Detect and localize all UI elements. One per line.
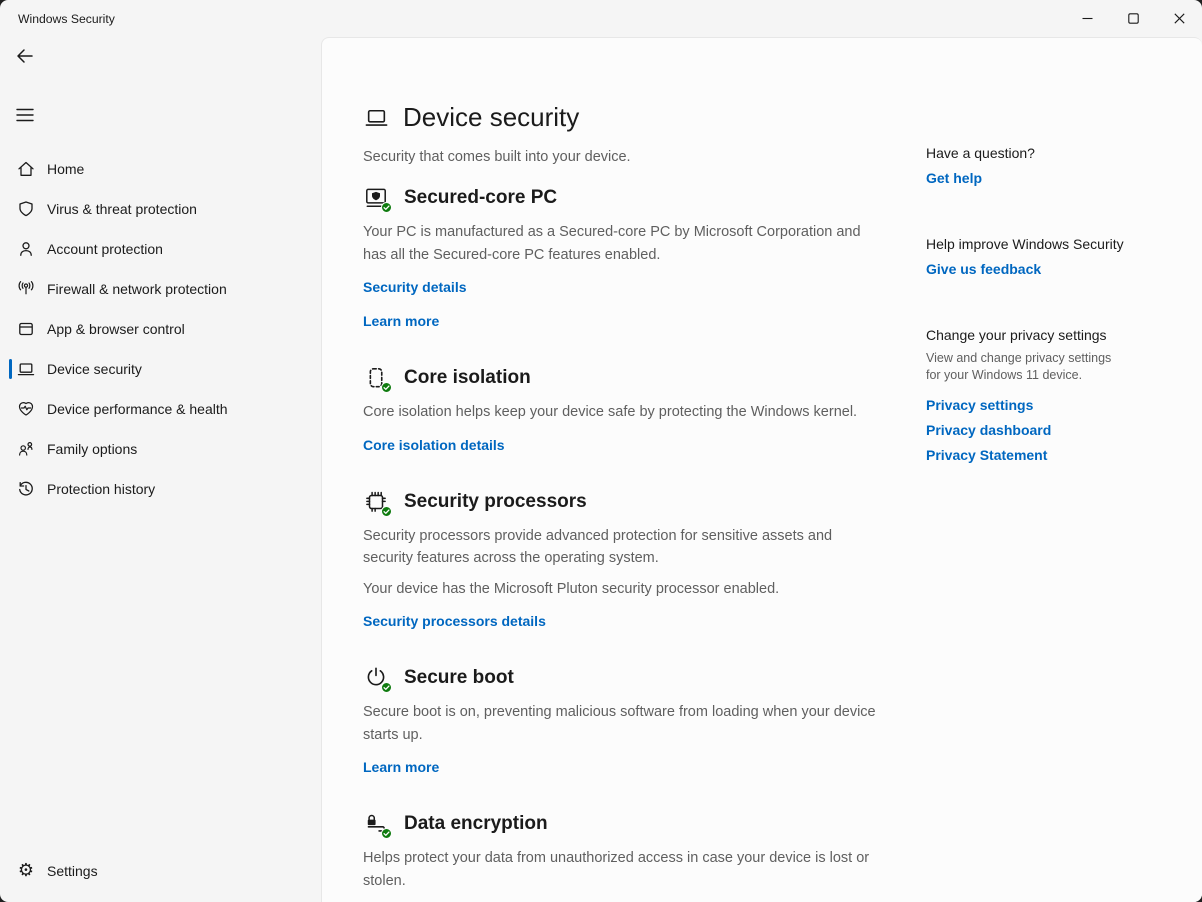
sidebar-item-app-browser-control[interactable] (0, 309, 321, 349)
section-status-text: Your device has the Microsoft Pluton security processor enabled. (363, 580, 780, 597)
green-check-badge (381, 828, 392, 839)
secured-core-pc-icon (363, 185, 389, 211)
home-icon (16, 159, 36, 179)
section-title: Core isolation (404, 367, 531, 388)
network-antenna-icon (16, 279, 36, 299)
right-rail (926, 38, 1176, 465)
sidebar-item-label: Device performance & health (47, 401, 228, 417)
family-icon (16, 439, 36, 459)
page-subtitle: Security that comes built into your device. (363, 149, 631, 165)
sidebar-item-firewall-network-protection[interactable] (0, 269, 321, 309)
history-clock-icon (16, 479, 36, 499)
privacy-settings-description: View and change privacy settings for your Windows 11 device. (926, 351, 1112, 382)
minimize-button[interactable] (1064, 0, 1110, 37)
sidebar-item-virus-threat-protection[interactable] (0, 189, 321, 229)
give-us-feedback-link[interactable]: Give us feedback (926, 261, 1042, 277)
section-header (363, 365, 885, 391)
green-check-badge (381, 506, 392, 517)
main-column (363, 38, 885, 892)
privacy-settings-heading: Change your privacy settings (926, 327, 1107, 343)
get-help-link[interactable]: Get help (926, 170, 983, 186)
sidebar-item-settings[interactable] (0, 851, 321, 891)
core-isolation-details-link[interactable]: Core isolation details (363, 436, 505, 453)
security-processor-chip-icon (363, 489, 389, 515)
section-title: Security processors (404, 490, 587, 512)
help-improve-heading: Help improve Windows Security (926, 236, 1124, 252)
hamburger-menu-icon (16, 107, 34, 123)
sidebar-item-label: Family options (47, 441, 138, 457)
navigation-menu-button[interactable] (9, 99, 41, 131)
sidebar-item-label: Home (47, 161, 85, 177)
window-controls (1064, 0, 1202, 37)
green-check-badge (381, 202, 392, 213)
learn-more-link[interactable]: Learn more (363, 313, 440, 329)
sidebar (0, 37, 321, 902)
have-a-question-heading: Have a question? (926, 145, 1035, 161)
sidebar-item-label: Device security (47, 361, 142, 377)
lock-key-encryption-icon (363, 811, 389, 837)
shield-icon (16, 199, 36, 219)
privacy-dashboard-link[interactable]: Privacy dashboard (926, 422, 1052, 438)
gear-icon: ⚙ (17, 860, 35, 881)
section-secured-core-pc (363, 185, 885, 329)
section-secure-boot (363, 665, 885, 775)
sidebar-item-device-performance-health[interactable] (0, 389, 321, 429)
section-header (363, 811, 885, 837)
maximize-button[interactable] (1110, 0, 1156, 37)
sidebar-item-family-options[interactable] (0, 429, 321, 469)
sidebar-item-label: App & browser control (47, 321, 185, 337)
sidebar-item-device-security[interactable] (0, 349, 321, 389)
section-description: Your PC is manufactured as a Secured-core PC by Microsoft Corporation and has all the Secured-core PC features enabled. (363, 224, 861, 263)
app-window-icon (16, 319, 36, 339)
section-core-isolation (363, 365, 885, 453)
close-button[interactable] (1156, 0, 1202, 37)
privacy-statement-link[interactable]: Privacy Statement (926, 447, 1048, 463)
section-header (363, 489, 885, 515)
section-description: Core isolation helps keep your device safe by protecting the Windows kernel. (363, 404, 858, 420)
privacy-settings-link[interactable]: Privacy settings (926, 397, 1034, 413)
sidebar-item-home[interactable] (0, 149, 321, 189)
sidebar-item-label: Account protection (47, 241, 163, 257)
sidebar-item-label: Settings (47, 863, 98, 879)
sidebar-item-label: Firewall & network protection (47, 281, 227, 297)
power-secure-boot-icon (363, 665, 389, 691)
minimize-icon (1082, 13, 1093, 24)
section-title: Secured-core PC (404, 187, 558, 208)
close-icon (1174, 13, 1185, 24)
laptop-icon (363, 104, 390, 131)
content-panel (321, 37, 1202, 902)
arrow-left-icon (16, 47, 34, 65)
security-details-link[interactable]: Security details (363, 279, 467, 295)
sidebar-item-account-protection[interactable] (0, 229, 321, 269)
titlebar (0, 0, 1202, 37)
section-header (363, 665, 885, 691)
section-title: Secure boot (404, 667, 514, 688)
section-description: Secure boot is on, preventing malicious software from loading when your device starts up. (363, 704, 876, 743)
window-title: Windows Security (18, 11, 115, 26)
section-description: Security processors provide advanced protection for sensitive assets and security features across the operating system. (363, 527, 833, 566)
back-button[interactable] (9, 40, 41, 72)
sidebar-item-label: Virus & threat protection (47, 201, 197, 217)
selection-indicator (9, 359, 12, 379)
person-icon (16, 239, 36, 259)
page-header (363, 102, 885, 133)
section-header (363, 185, 885, 211)
security-processors-details-link[interactable]: Security processors details (363, 613, 546, 629)
heart-pulse-icon (16, 399, 36, 419)
learn-more-link[interactable]: Learn more (363, 759, 440, 775)
core-isolation-icon (363, 365, 389, 391)
sidebar-item-label: Protection history (47, 481, 156, 497)
maximize-icon (1128, 13, 1139, 24)
section-data-encryption (363, 811, 885, 892)
section-security-processors (363, 489, 885, 630)
green-check-badge (381, 682, 392, 693)
section-title: Data encryption (404, 813, 548, 834)
sidebar-item-protection-history[interactable] (0, 469, 321, 509)
page-title: Device security (403, 102, 580, 132)
section-description: Helps protect your data from unauthorized access in case your device is lost or stolen. (363, 850, 870, 889)
laptop-icon (16, 359, 36, 379)
green-check-badge (381, 382, 392, 393)
sidebar-nav (0, 149, 321, 509)
